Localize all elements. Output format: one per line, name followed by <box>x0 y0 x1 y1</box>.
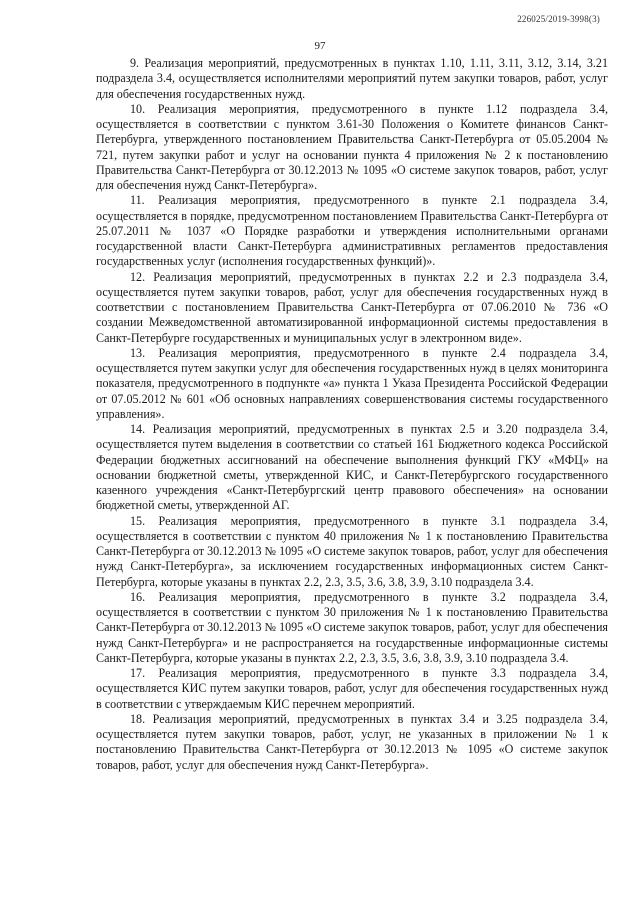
paragraph-13: 13. Реализация мероприятия, предусмотренного в пункте 2.4 подраздела 3.4, осуществляется путем закупки услуг для обеспечения государственных нужд в целях мониторинга показателя, предусмотренного в подпункте «а» пункта 1 Указа Президента Российской Федерации от 07.05.2012 № 601 «Об основных направлениях совершенствования системы государственного управления». <box>96 345 608 421</box>
paragraph-15: 15. Реализация мероприятия, предусмотренного в пункте 3.1 подраздела 3.4, осуществляется в соответствии с пунктом 40 приложения № 1 к постановлению Правительства Санкт-Петербурга от 30.12.2013 № 1095 «О системе закупок товаров, работ, услуг для обеспечения нужд Санкт-Петербурга», за исключением государственных информационных систем Санкт-Петербурга, которые указаны в пунктах 2.2, 2.3, 3.5, 3.6, 3.8, 3.9, 3.10 подраздела 3.4. <box>96 513 608 589</box>
paragraph-11: 11. Реализация мероприятия, предусмотренного в пункте 2.1 подраздела 3.4, осуществляется в порядке, предусмотренном постановлением Правительства Санкт-Петербурга от 25.07.2011 № 1037 «О Порядке разработки и утверждения исполнительными органами государственной власти Санкт-Петербурга административных регламентов предоставления государственных услуг (исполнения государственных функций)». <box>96 193 608 269</box>
document-reference-number: 226025/2019-3998(3) <box>517 14 600 24</box>
page-number: 97 <box>314 40 326 52</box>
paragraph-10: 10. Реализация мероприятия, предусмотренного в пункте 1.12 подраздела 3.4, осуществляется в соответствии с пунктом 3.61-30 Положения о Комитете финансов Санкт-Петербурга, утвержденного постановлением Правительства Санкт-Петербурга от 05.05.2004 № 721, путем закупки работ и услуг на основании пункта 4 приложения № 2 к постановлению Правительства Санкт-Петербурга от 30.12.2013 № 1095 «О системе закупок товаров, работ, услуг для обеспечения нужд Санкт-Петербурга». <box>96 101 608 192</box>
paragraph-17: 17. Реализация мероприятия, предусмотренного в пункте 3.3 подраздела 3.4, осуществляется КИС путем закупки товаров, работ, услуг для обеспечения государственных нужд в соответствии с утверждаемым КИС перечнем мероприятий. <box>96 666 608 711</box>
paragraph-9: 9. Реализация мероприятий, предусмотренных в пунктах 1.10, 1.11, 3.11, 3.12, 3.14, 3.21 подраздела 3.4, осуществляется исполнителями мероприятий путем закупки товаров, работ, услуг для обеспечения государственных нужд. <box>96 56 608 101</box>
paragraph-12: 12. Реализация мероприятий, предусмотренных в пунктах 2.2 и 2.3 подраздела 3.4, осуществляется путем закупки товаров, работ, услуг для обеспечения государственных нужд в соответствии с постановлением Правительства Санкт-Петербурга от 07.06.2010 № 736 «О создании Межведомственной автоматизированной информационной системы предоставления в Санкт-Петербурге государственных и муниципальных услуг в электронном виде». <box>96 269 608 345</box>
paragraph-16: 16. Реализация мероприятия, предусмотренного в пункте 3.2 подраздела 3.4, осуществляется в соответствии с пунктом 30 приложения № 1 к постановлению Правительства Санкт-Петербурга от 30.12.2013 № 1095 «О системе закупок товаров, работ, услуг для обеспечения нужд Санкт-Петербурга» и не распространяется на государственные информационные системы Санкт-Петербурга, которые указаны в пунктах 2.2, 2.3, 3.5, 3.6, 3.8, 3.9, 3.10 подраздела 3.4. <box>96 589 608 665</box>
paragraph-18: 18. Реализация мероприятий, предусмотренных в пунктах 3.4 и 3.25 подраздела 3.4, осуществляется путем закупки товаров, работ, услуг, не указанных в приложении № 1 к постановлению Правительства Санкт-Петербурга от 30.12.2013 № 1095 «О системе закупок товаров, работ, услуг для обеспечения нужд Санкт-Петербурга». <box>96 711 608 772</box>
document-body <box>96 56 608 773</box>
paragraph-14: 14. Реализация мероприятий, предусмотренных в пунктах 2.5 и 3.20 подраздела 3.4, осуществляется путем выделения в соответствии со статьей 161 Бюджетного кодекса Российской Федерации бюджетных ассигнований на обеспечение выполнения функций ГКУ «МФЦ» на основании бюджетной сметы, утвержденной КИС, и Санкт-Петербургского государственного казенного учреждения «Санкт-Петербургский центр правового обеспечения» на основании бюджетной сметы, утвержденной АГ. <box>96 422 608 513</box>
